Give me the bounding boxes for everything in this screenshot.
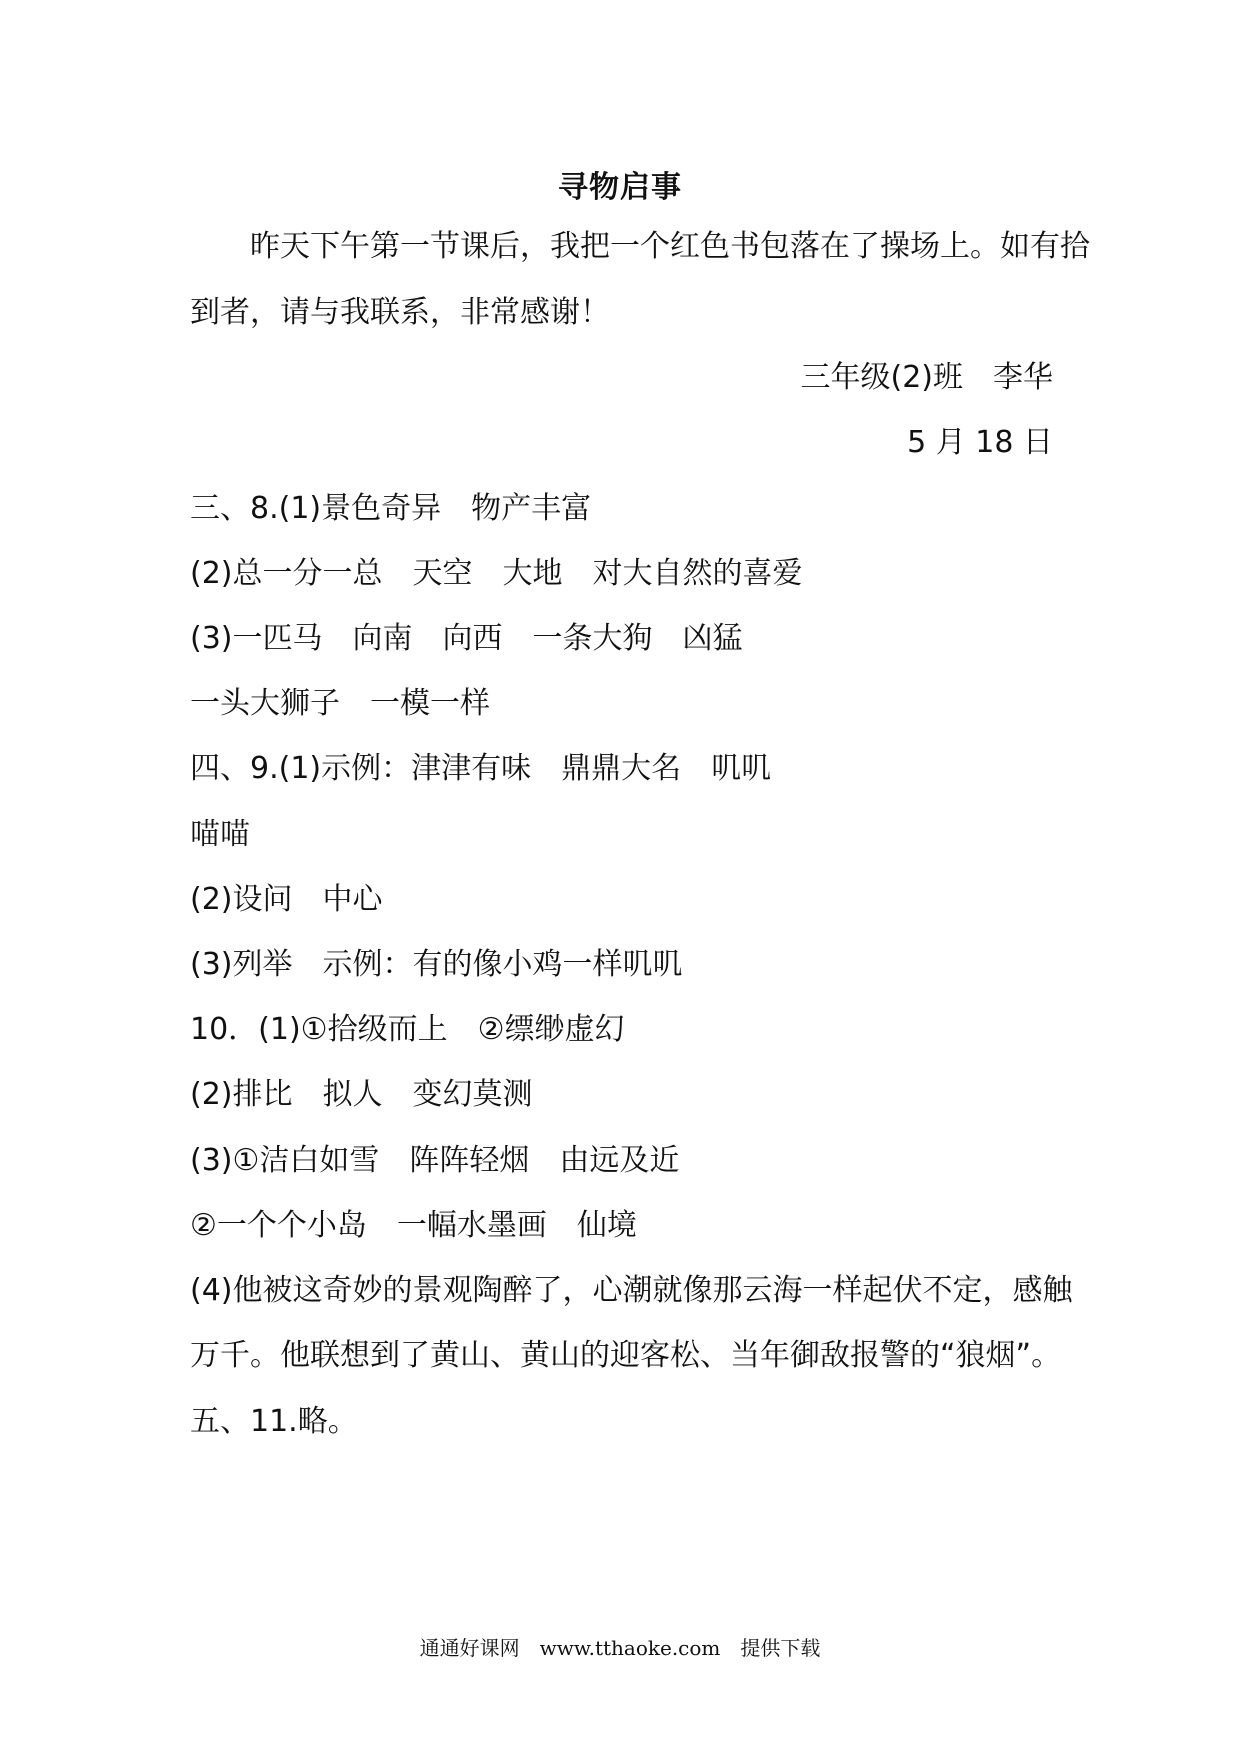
answer-line: 万千。他联想到了黄山、黄山的迎客松、当年御敌报警的“狼烟”。 bbox=[190, 1338, 1062, 1373]
answer-line: 四、9.(1)示例：津津有味 鼎鼎大名 叽叽 bbox=[190, 751, 772, 786]
answer-line: (2)排比 拟人 变幻莫测 bbox=[190, 1077, 533, 1112]
answer-line: 喵喵 bbox=[190, 817, 250, 852]
answer-line: 三、8.(1)景色奇异 物产丰富 bbox=[190, 491, 592, 526]
answer-line: (2)总一分一总 天空 大地 对大自然的喜爱 bbox=[190, 556, 803, 591]
notice-body-line-2: 到者，请与我联系，非常感谢！ bbox=[190, 295, 610, 330]
answer-line: ②一个个小岛 一幅水墨画 仙境 bbox=[190, 1208, 637, 1243]
answer-line: (3)列举 示例：有的像小鸡一样叽叽 bbox=[190, 947, 683, 982]
answer-line: (3)一匹马 向南 向西 一条大狗 凶猛 bbox=[190, 621, 743, 656]
notice-body-line-1: 昨天下午第一节课后，我把一个红色书包落在了操场上。如有拾 bbox=[250, 229, 1090, 264]
answer-line: 10．(1)①拾级而上 ②缥缈虚幻 bbox=[190, 1012, 625, 1047]
answer-line: (4)他被这奇妙的景观陶醉了，心潮就像那云海一样起伏不定，感触 bbox=[190, 1273, 1073, 1308]
answer-line: (3)①洁白如雪 阵阵轻烟 由远及近 bbox=[190, 1143, 680, 1178]
notice-date: 5 月 18 日 bbox=[907, 425, 1053, 460]
answer-line: 一头大狮子 一模一样 bbox=[190, 686, 490, 721]
notice-title: 寻物启事 bbox=[558, 170, 682, 205]
answer-line: (2)设问 中心 bbox=[190, 882, 383, 917]
footer-credit: 通通好课网 www.tthaoke.com 提供下载 bbox=[419, 1636, 821, 1660]
answer-line: 五、11.略。 bbox=[190, 1404, 358, 1439]
notice-signature: 三年级(2)班 李华 bbox=[800, 360, 1053, 395]
